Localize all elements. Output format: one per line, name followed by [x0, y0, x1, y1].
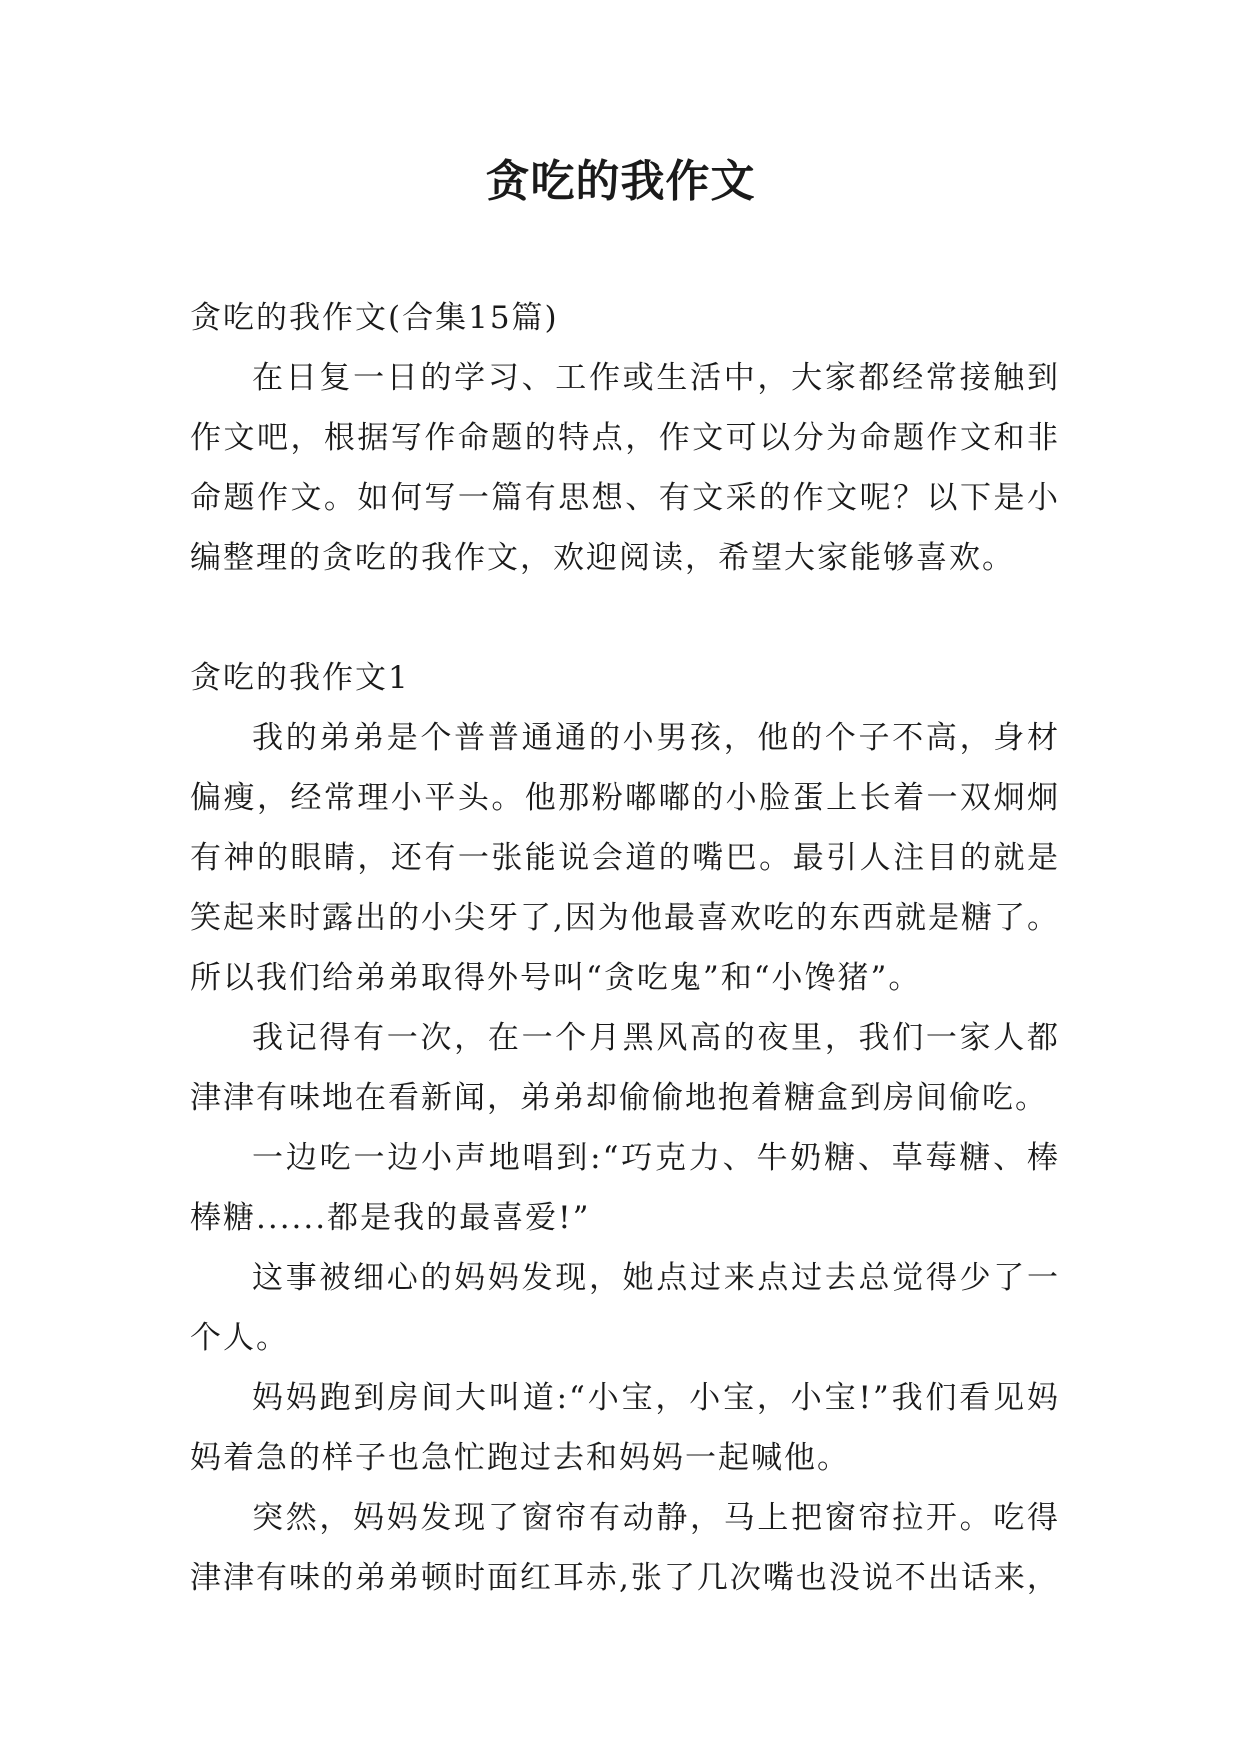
- section-gap: [190, 588, 1060, 648]
- body-paragraph: 我的弟弟是个普普通通的小男孩，他的个子不高，身材偏瘦，经常理小平头。他那粉嘟嘟的小脸蛋上长着一双炯炯有神的眼睛，还有一张能说会道的嘴巴。最引人注目的就是笑起来时露出的小尖牙了,因为他最喜欢吃的东西就是糖了。所以我们给弟弟取得外号叫“贪吃鬼”和“小馋猪”。: [190, 720, 1060, 996]
- body-paragraph: 这事被细心的妈妈发现，她点过来点过去总觉得少了一个人。: [190, 1260, 1060, 1356]
- body-paragraph: 妈妈跑到房间大叫道:“小宝，小宝，小宝!”我们看见妈妈着急的样子也急忙跑过去和妈妈一起喊他。: [190, 1380, 1060, 1476]
- document-subtitle: 贪吃的我作文(合集15篇): [190, 300, 559, 336]
- intro-paragraph: 在日复一日的学习、工作或生活中，大家都经常接触到作文吧，根据写作命题的特点，作文可以分为命题作文和非命题作文。如何写一篇有思想、有文采的作文呢？以下是小编整理的贪吃的我作文，欢迎阅读，希望大家能够喜欢。: [190, 360, 1060, 576]
- document-title: 贪吃的我作文: [485, 156, 756, 207]
- body-paragraph: 一边吃一边小声地唱到:“巧克力、牛奶糖、草莓糖、棒棒糖......都是我的最喜爱!”: [190, 1140, 1060, 1236]
- body-paragraph: 我记得有一次，在一个月黑风高的夜里，我们一家人都津津有味地在看新闻，弟弟却偷偷地抱着糖盒到房间偷吃。: [190, 1020, 1060, 1116]
- section-heading: 贪吃的我作文1: [190, 660, 410, 696]
- document-body: [190, 288, 1060, 1608]
- body-paragraph: 突然，妈妈发现了窗帘有动静，马上把窗帘拉开。吃得津津有味的弟弟顿时面红耳赤,张了几次嘴也没说不出话来，: [190, 1500, 1060, 1596]
